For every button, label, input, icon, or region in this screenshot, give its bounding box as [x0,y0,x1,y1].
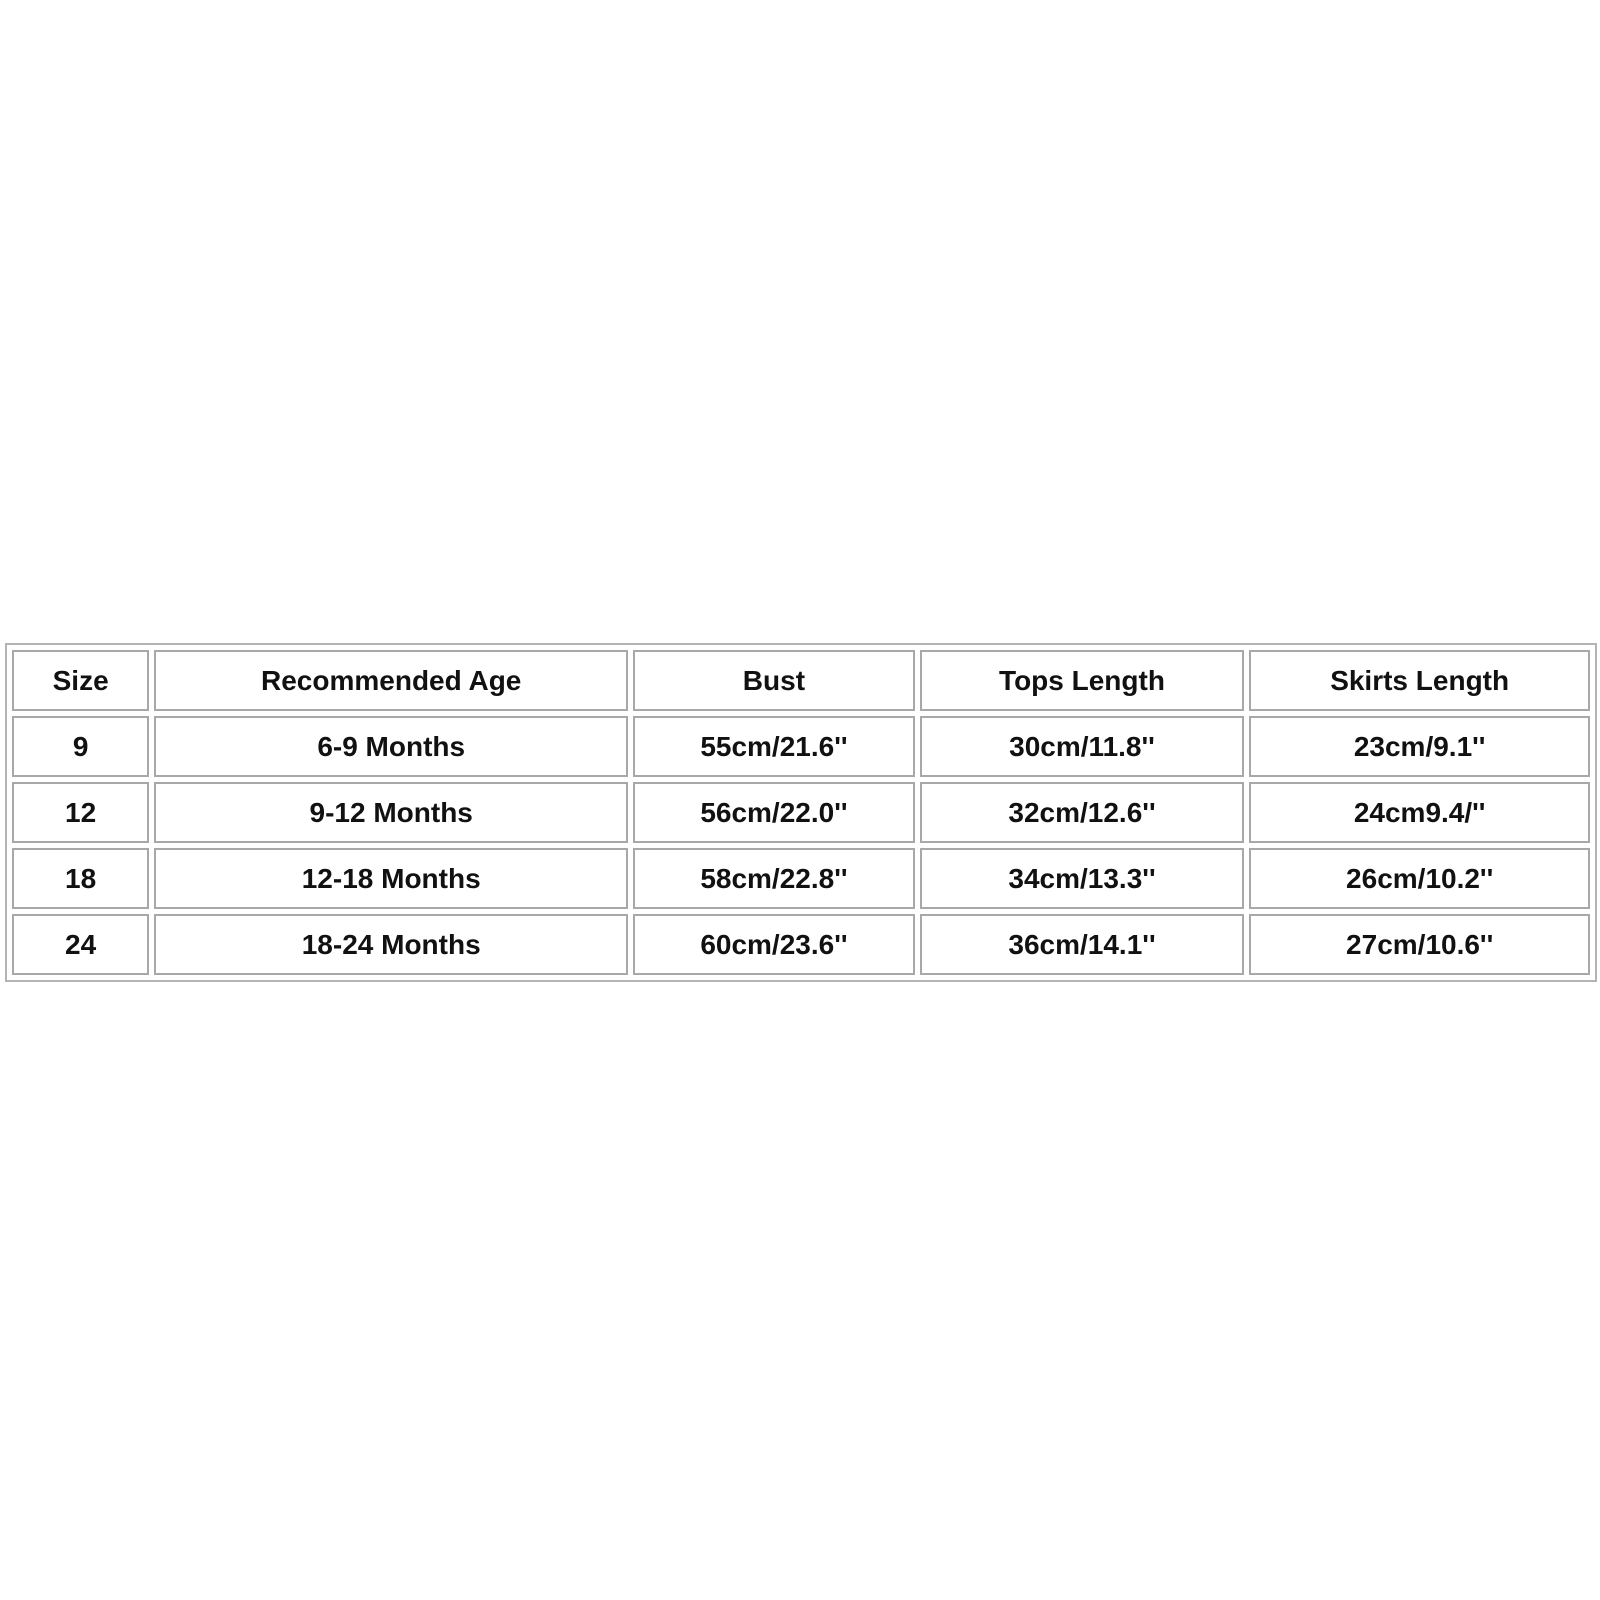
size-chart-table [5,643,1597,982]
cell-bust: 55cm/21.6'' [633,716,915,777]
cell-recommended-age: 18-24 Months [154,914,628,975]
table-row [12,848,1590,909]
cell-skirts-length: 27cm/10.6'' [1249,914,1590,975]
table-row [12,782,1590,843]
cell-recommended-age: 9-12 Months [154,782,628,843]
table-row [12,716,1590,777]
cell-bust: 60cm/23.6'' [633,914,915,975]
cell-size: 24 [12,914,149,975]
cell-recommended-age: 6-9 Months [154,716,628,777]
cell-size: 9 [12,716,149,777]
cell-tops-length: 34cm/13.3'' [920,848,1245,909]
cell-bust: 56cm/22.0'' [633,782,915,843]
cell-skirts-length: 24cm9.4/'' [1249,782,1590,843]
cell-tops-length: 36cm/14.1'' [920,914,1245,975]
cell-tops-length: 32cm/12.6'' [920,782,1245,843]
header-skirts-length: Skirts Length [1249,650,1590,711]
table-row [12,914,1590,975]
cell-size: 12 [12,782,149,843]
cell-size: 18 [12,848,149,909]
table-header-row [12,650,1590,711]
cell-skirts-length: 23cm/9.1'' [1249,716,1590,777]
cell-recommended-age: 12-18 Months [154,848,628,909]
header-tops-length: Tops Length [920,650,1245,711]
header-recommended-age: Recommended Age [154,650,628,711]
cell-bust: 58cm/22.8'' [633,848,915,909]
cell-skirts-length: 26cm/10.2'' [1249,848,1590,909]
header-size: Size [12,650,149,711]
cell-tops-length: 30cm/11.8'' [920,716,1245,777]
header-bust: Bust [633,650,915,711]
